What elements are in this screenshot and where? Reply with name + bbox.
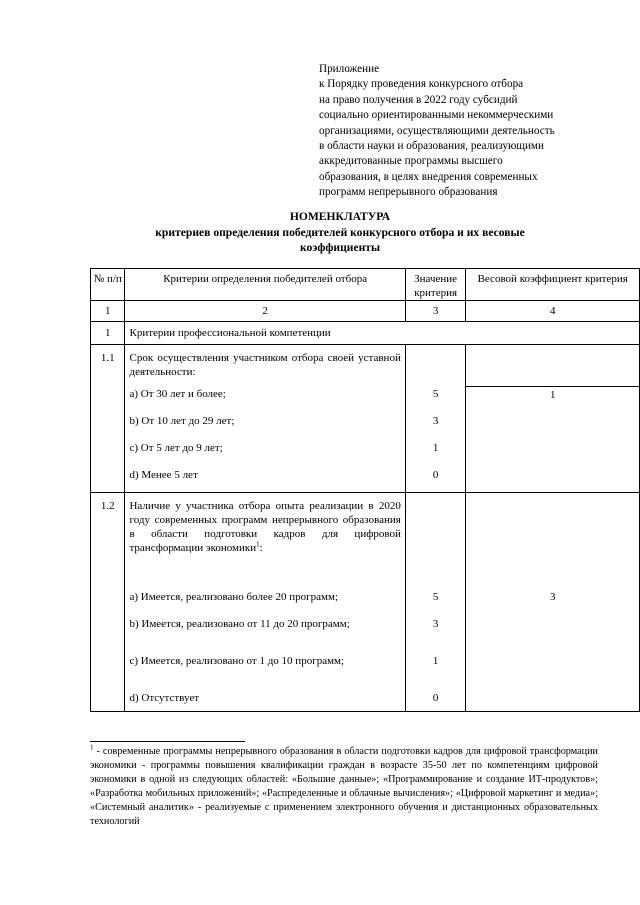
document-subtitle-cont: коэффициенты — [299, 241, 381, 254]
appendix-line: образования, в целях внедрения современных — [319, 170, 538, 183]
option-label: а) Имеется, реализовано более 20 программ; — [129, 591, 339, 603]
appendix-line: аккредитованные программы высшего — [319, 155, 503, 168]
weight-cell — [466, 493, 640, 712]
option-label: b) Имеется, реализовано от 11 до 20 программ; — [129, 618, 350, 630]
value-cell — [405, 345, 466, 493]
criterion-text: Срок осуществления участником отбора своей уставной деятельности: — [129, 352, 401, 378]
criteria-table — [90, 268, 640, 712]
footnote-separator — [90, 741, 245, 742]
criterion-num: 1.2 — [91, 493, 125, 712]
document-title: НОМЕНКЛАТУРА — [289, 210, 391, 223]
col-number: 1 — [91, 301, 125, 322]
col-number: 3 — [405, 301, 466, 322]
criterion-row — [91, 493, 640, 712]
weight-value: 3 — [549, 591, 556, 603]
footnote-text: - современные программы непрерывного образования в области подготовки кадров для цифровой трансформации экономики - программы повышения квалификации граждан в возрасте 35-50 лет по компетенциям цифровой экономики в одной из следующих областей: «Большие данные»; «Программирование и создание ИТ-продуктов»; «Разработка мобильных приложений»; «Распределенные и облачные вычисления»; «Цифровой маркетинг и медиа»; «Системный аналитик» - реализуемые с применением электронного обучения и дистанционных образовательных технологий — [90, 746, 598, 828]
option-value: 3 — [432, 618, 439, 630]
weight-value: 1 — [549, 389, 556, 401]
header-criteria: Критерии определения победителей отбора — [125, 269, 405, 301]
header-value: Значение критерия — [405, 269, 466, 301]
col-number: 2 — [125, 301, 405, 322]
criterion-num: 1.1 — [91, 345, 125, 493]
appendix-line: программ непрерывного образования — [319, 186, 498, 199]
appendix-line: Приложение — [319, 63, 380, 75]
weight-cell — [466, 345, 640, 493]
option-label: d) Менее 5 лет — [129, 469, 198, 481]
header-num: № п/п — [91, 269, 125, 301]
criterion-text-main: Наличие у участника отбора опыта реализации в 2020 году современных программ непрерывного образования в области подготовки кадров для цифровой трансформации экономики — [129, 500, 401, 554]
option-value: 1 — [432, 655, 439, 667]
value-cell — [405, 493, 466, 712]
option-value: 5 — [432, 591, 439, 603]
footnote — [90, 745, 598, 830]
appendix-line: к Порядку проведения конкурсного отбора — [319, 78, 524, 91]
option-value: 5 — [432, 388, 439, 400]
criterion-text-end: : — [259, 542, 263, 554]
option-label: а) От 30 лет и более; — [129, 388, 226, 400]
column-number-row — [91, 301, 640, 322]
section-row — [91, 322, 640, 345]
table-header-row — [91, 269, 640, 301]
footnote-mark: 1 — [90, 743, 94, 752]
criterion-text — [129, 499, 400, 590]
appendix-block — [319, 62, 604, 201]
criterion-row — [91, 345, 640, 493]
appendix-line: на право получения в 2022 году субсидий — [319, 93, 518, 106]
footnote-ref: 1 — [256, 540, 260, 549]
appendix-line: организациями, осуществляющими деятельность — [319, 124, 555, 137]
option-value: 0 — [432, 469, 439, 481]
document-subtitle: критериев определения победителей конкурсного отбора и их весовые — [155, 226, 525, 239]
appendix-line: в области науки и образования, реализующими — [319, 140, 544, 153]
section-num: 1 — [91, 322, 125, 345]
option-label: d) Отсутствует — [129, 692, 200, 704]
option-value: 1 — [432, 442, 439, 454]
col-number: 4 — [466, 301, 640, 322]
option-label: c) Имеется, реализовано от 1 до 10 программ; — [129, 655, 345, 667]
option-label: b) От 10 лет до 29 лет; — [129, 415, 235, 427]
criterion-cell — [125, 493, 405, 712]
option-value: 3 — [432, 415, 439, 427]
section-label: Критерии профессиональной компетенции — [125, 322, 640, 345]
option-label: c) От 5 лет до 9 лет; — [129, 442, 223, 454]
option-value: 0 — [432, 692, 439, 704]
criterion-cell — [125, 345, 405, 493]
appendix-line: социально ориентированными некоммерческими — [319, 109, 554, 122]
header-weight: Весовой коэффициент критерия — [466, 269, 640, 301]
